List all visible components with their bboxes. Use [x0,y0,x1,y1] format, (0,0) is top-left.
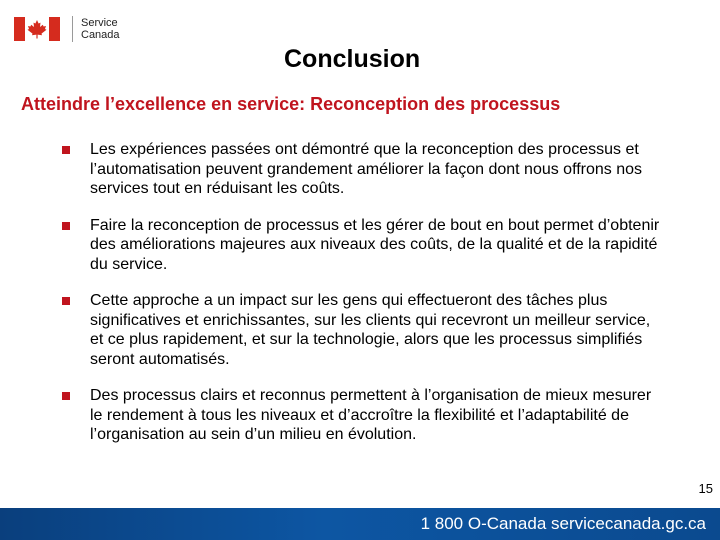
bullet-text: Cette approche a un impact sur les gens qui effectueront des tâches plus significatives et enrichissantes, sur les clients qui recevront un meilleur service, et ce plus rapidement, et sur la technologie, alors que les processus simplifiés seront automatisés. [90,292,651,368]
square-bullet-icon [62,392,70,400]
service-canada-logo [14,16,120,42]
slide-subtitle: Atteindre l’excellence en service: Reconception des processus [21,94,561,114]
square-bullet-icon [62,297,70,305]
bullet-item [62,140,662,199]
logo-wordmark [81,17,120,41]
bullet-item [62,386,662,445]
square-bullet-icon [62,222,70,230]
bullet-text: Les expériences passées ont démontré que la reconception des processus et l’automatisation peuvent grandement améliorer la façon dont nous offrons nos services tout en réduisant les coûts. [90,141,643,197]
page-number: 15 [698,481,713,496]
logo-line-1: Service [81,17,118,29]
bullet-text: Des processus clairs et reconnus permettent à l’organisation de mieux mesurer le rendement à tous les niveaux et d’accroître la flexibilité et l’adaptabilité de l’organisation au sein d’un milieu en évolution. [90,387,652,443]
bullet-text: Faire la reconception de processus et les gérer de bout en bout permet d’obtenir des améliorations majeures aux niveaux des coûts, de la qualité et de la rapidité du service. [90,216,660,273]
footer-bar [0,508,720,540]
canada-flag-icon [14,17,60,41]
bullet-item [62,216,662,275]
square-bullet-icon [62,146,70,154]
logo-divider [72,16,73,42]
footer-contact-text: 1 800 O-Canada servicecanada.gc.ca [420,514,706,533]
slide-title: Conclusion [284,45,421,73]
bullet-item [62,291,662,369]
logo-line-2: Canada [81,29,120,41]
bullet-list [62,140,662,462]
